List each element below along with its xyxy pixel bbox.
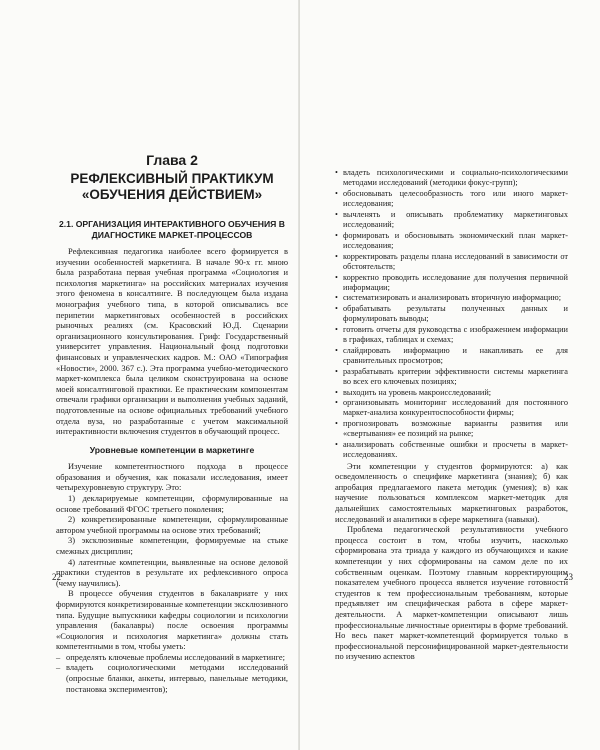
list-item: • обрабатывать результаты полученных данных и формулировать выводы;	[335, 304, 568, 325]
list-item: • владеть психологическими и социально-психологическими методами исследований (методики фокус-групп);	[335, 168, 568, 189]
list-item: • корректировать разделы плана исследований в зависимости от обстоятельств;	[335, 252, 568, 273]
paragraph-level-4: 4) латентные компетенции, выявленные на основе деловой практики студентов в результате их рефлексивного опроса (чему научились).	[56, 556, 288, 588]
list-item: • слайдировать информацию и накапливать ее для сравнительных просмотров;	[335, 346, 568, 367]
list-item: • готовить отчеты для руководства с изображением информации в графиках, таблицах и схемах;	[335, 325, 568, 346]
list-item: • организовывать мониторинг исследований для постоянного маркет-анализа конкурентоспособности фирмы;	[335, 398, 568, 419]
skills-list-left	[56, 652, 288, 694]
list-item: – владеть социологическими методами исследований (опросные бланки, анкеты, интервью, панельные методики, постановка экспериментов);	[56, 662, 288, 694]
paragraph-level-2: 2) конкретизированные компетенции, сформулированные автором учебной программы на основе этих требований;	[56, 514, 288, 535]
page-number-right: 23	[564, 572, 573, 582]
list-item: • формировать и обосновывать экономический план маркет-исследования;	[335, 231, 568, 252]
page-number-left: 22	[52, 572, 61, 582]
list-item: • обосновывать целесообразность того или иного маркет-исследования;	[335, 189, 568, 210]
paragraph-level-3: 3) эксклюзивные компетенции, формируемые на стыке смежных дисциплин;	[56, 535, 288, 556]
list-item: – определять ключевые проблемы исследований в маркетинге;	[56, 652, 288, 663]
list-item: • корректно проводить исследование для получения первичной информации;	[335, 273, 568, 294]
paragraph-pedagogical-result: Проблема педагогической результативности учебного процесса состоит в том, чтобы изучить, насколько сформирована эта триада у каждого из обучающихся и какие компетенции у них сформированы на самом деле по их собственным оценкам. Поэтому главным корректирующим показателем учебного процесса является изучение готовности студентов к тем профессиональным требованиям, которые предъявляет им специфическая работа в сфере маркет-деятельности. А маркет-компетенции описывают лишь профессиональные личностные ориентиры в форме требований. Но весь пакет маркет-компетенций формируется только в профессиональной персонифицированной маркет-деятельности по изучению аспектов	[335, 524, 568, 662]
paragraph-bachelor: В процессе обучения студентов в бакалавриате у них формируются конкретизированные компетенции эксклюзивного типа. Будущие выпускники кафедры социологии и психологии управления (бакалавры) после освоения программы «Социология и психология маркетинга» должны стать компетентными в том, чтобы уметь:	[56, 588, 288, 652]
list-item: • анализировать собственные ошибки и просчеты в маркет-исследованиях.	[335, 440, 568, 461]
paragraph-intro: Рефлексивная педагогика наиболее всего формируется в изучении особенностей маркетинга. В начале 90-х гг. мною была разработана первая учебная программа «Социология и психология маркетинга» на российских материалах изучения этого феномена в консалтинге. В последующем была издана монография учебного типа, в которой описывались все перипетии маркетинговых особенностей в российских рыночных реалиях (см. Красовский Ю.Д. Сценарии организационного консультирования. Гриф: Государственный университет управления. Национальный фонд подготовки финансовых и управленческих кадров. М.: ОАО «Типография «Новости», 2000. 367 с.). Эта программа учебно-методического маркет-комплекса была целиком сконструирована на основе моей консалтинговой практики. Ее практическим компонентам отвечали графики организации и выполнения учебных заданий, подготовленные на основе официальных требований учебного отдела вуза, но разработанные с учетом максимальной интерактивности включения студентов в обучающий процесс.	[56, 246, 288, 437]
right-page	[300, 0, 600, 750]
list-item: • вычленять и описывать проблематику маркетинговых исследований;	[335, 210, 568, 231]
paragraph-level-1: 1) декларируемые компетенции, сформулированные на основе требований ФГОС третьего поколения;	[56, 492, 288, 514]
skills-list-right	[335, 168, 568, 461]
list-item: • прогнозировать возможные варианты развития или «свертывания» ее позиций на рынке;	[335, 419, 568, 440]
list-item: • разрабатывать критерии эффективности системы маркетинга во всех его ключевых позициях;	[335, 367, 568, 388]
subsection-title: Уровневые компетенции в маркетинге	[89, 444, 255, 455]
chapter-number: Глава 2	[146, 152, 198, 168]
list-item: • систематизировать и анализировать вторичную информацию;	[335, 293, 568, 303]
chapter-title: РЕФЛЕКСИВНЫЙ ПРАКТИКУМ «ОБУЧЕНИЯ ДЕЙСТВИЕМ»	[70, 171, 274, 202]
list-item: • выходить на уровень макроисследований;	[335, 388, 568, 398]
paragraph-structure: Изучение компетентностного подхода в процессе образования и обучения, как показали исследования, имеет четырехуровневую структуру. Это:	[56, 461, 288, 493]
section-title: 2.1. ОРГАНИЗАЦИЯ ИНТЕРАКТИВНОГО ОБУЧЕНИЯ В ДИАГНОСТИКЕ МАРКЕТ-ПРОЦЕССОВ	[59, 219, 285, 240]
paragraph-competence-formation: Эти компетенции у студентов формируются: а) как осведомленность о специфике маркетинга (знания); б) как апробация предлагаемого пакета методик (умения); в) как научение пользоваться комплексом маркет-методик для дальнейших самостоятельных маркетинговых разработок, исследований и аналитики в сфере маркетинга (навыки).	[335, 460, 568, 524]
